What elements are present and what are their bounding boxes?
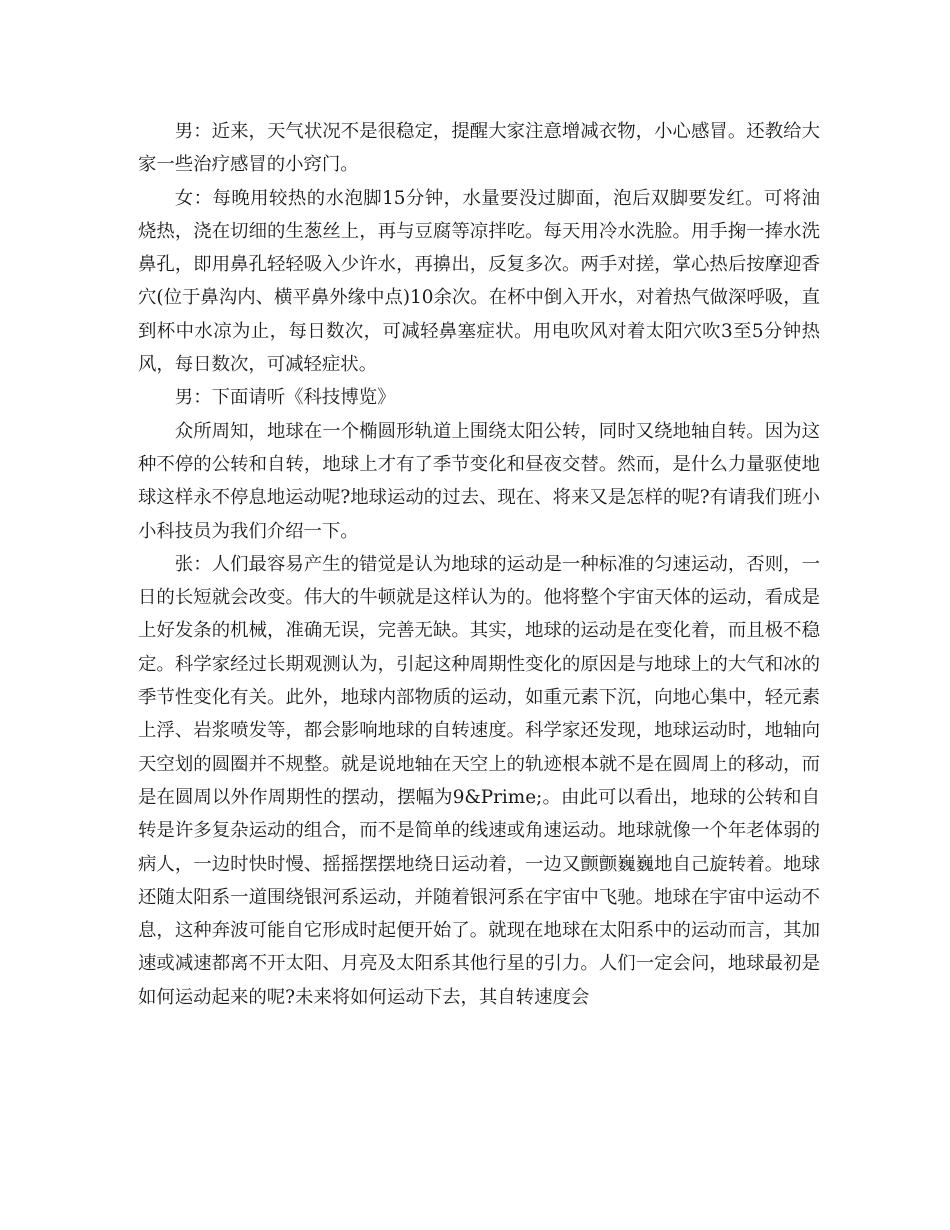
paragraph-male-cold-reminder: 男：近来，天气状况不是很稳定，提醒大家注意增减衣物，小心感冒。还教给大家一些治疗感冒的小窍门。: [138, 121, 820, 176]
document-body: [138, 115, 820, 1014]
paragraph-male-tech-intro: 男：下面请听《科技博览》: [174, 387, 396, 409]
paragraph-female-cold-tips: 女：每晚用较热的水泡脚15分钟，水量要没过脚面，泡后双脚要发红。可将油烧热，浇在切细的生葱丝上，再与豆腐等凉拌吃。每天用冷水洗脸。用手掬一捧水洗鼻孔，即用鼻孔轻轻吸入少许水，再擤出，反复多次。两手对搓，掌心热后按摩迎香穴(位于鼻沟内、横平鼻外缘中点)10余次。在杯中倒入开水，对着热气做深呼吸，直到杯中水凉为止，每日数次，可减轻鼻塞症状。用电吹风对着太阳穴吹3至5分钟热风，每日数次，可减轻症状。: [138, 187, 820, 376]
paragraph-earth-motion-question: 众所周知，地球在一个椭圆形轨道上围绕太阳公转，同时又绕地轴自转。因为这种不停的公转和自转，地球上才有了季节变化和昼夜交替。然而，是什么力量驱使地球这样永不停息地运动呢?地球运动的过去、现在、将来又是怎样的呢?有请我们班小小科技员为我们介绍一下。: [138, 420, 820, 542]
paragraph-zhang-earth-motion: 张：人们最容易产生的错觉是认为地球的运动是一种标准的匀速运动，否则，一日的长短就会改变。伟大的牛顿就是这样认为的。他将整个宇宙天体的运动，看成是上好发条的机械，准确无误，完善无缺。其实，地球的运动是在变化着，而且极不稳定。科学家经过长期观测认为，引起这种周期性变化的原因是与地球上的大气和冰的季节性变化有关。此外，地球内部物质的运动，如重元素下沉，向地心集中，轻元素上浮、岩浆喷发等，都会影响地球的自转速度。科学家还发现，地球运动时，地轴向天空划的圆圈并不规整。就是说地轴在天空上的轨迹根本就不是在圆周上的移动，而是在圆周以外作周期性的摆动，摆幅为9&Prime;。由此可以看出，地球的公转和自转是许多复杂运动的组合，而不是简单的线速或角速运动。地球就像一个年老体弱的病人，一边时快时慢、摇摇摆摆地绕日运动着，一边又颤颤巍巍地自己旋转着。地球还随太阳系一道围绕银河系运动，并随着银河系在宇宙中飞驰。地球在宇宙中运动不息，这种奔波可能自它形成时起便开始了。就现在地球在太阳系中的运动而言，其加速或减速都离不开太阳、月亮及太阳系其他行星的引力。人们一定会问，地球最初是如何运动起来的呢?未来将如何运动下去，其自转速度会: [138, 553, 820, 1008]
